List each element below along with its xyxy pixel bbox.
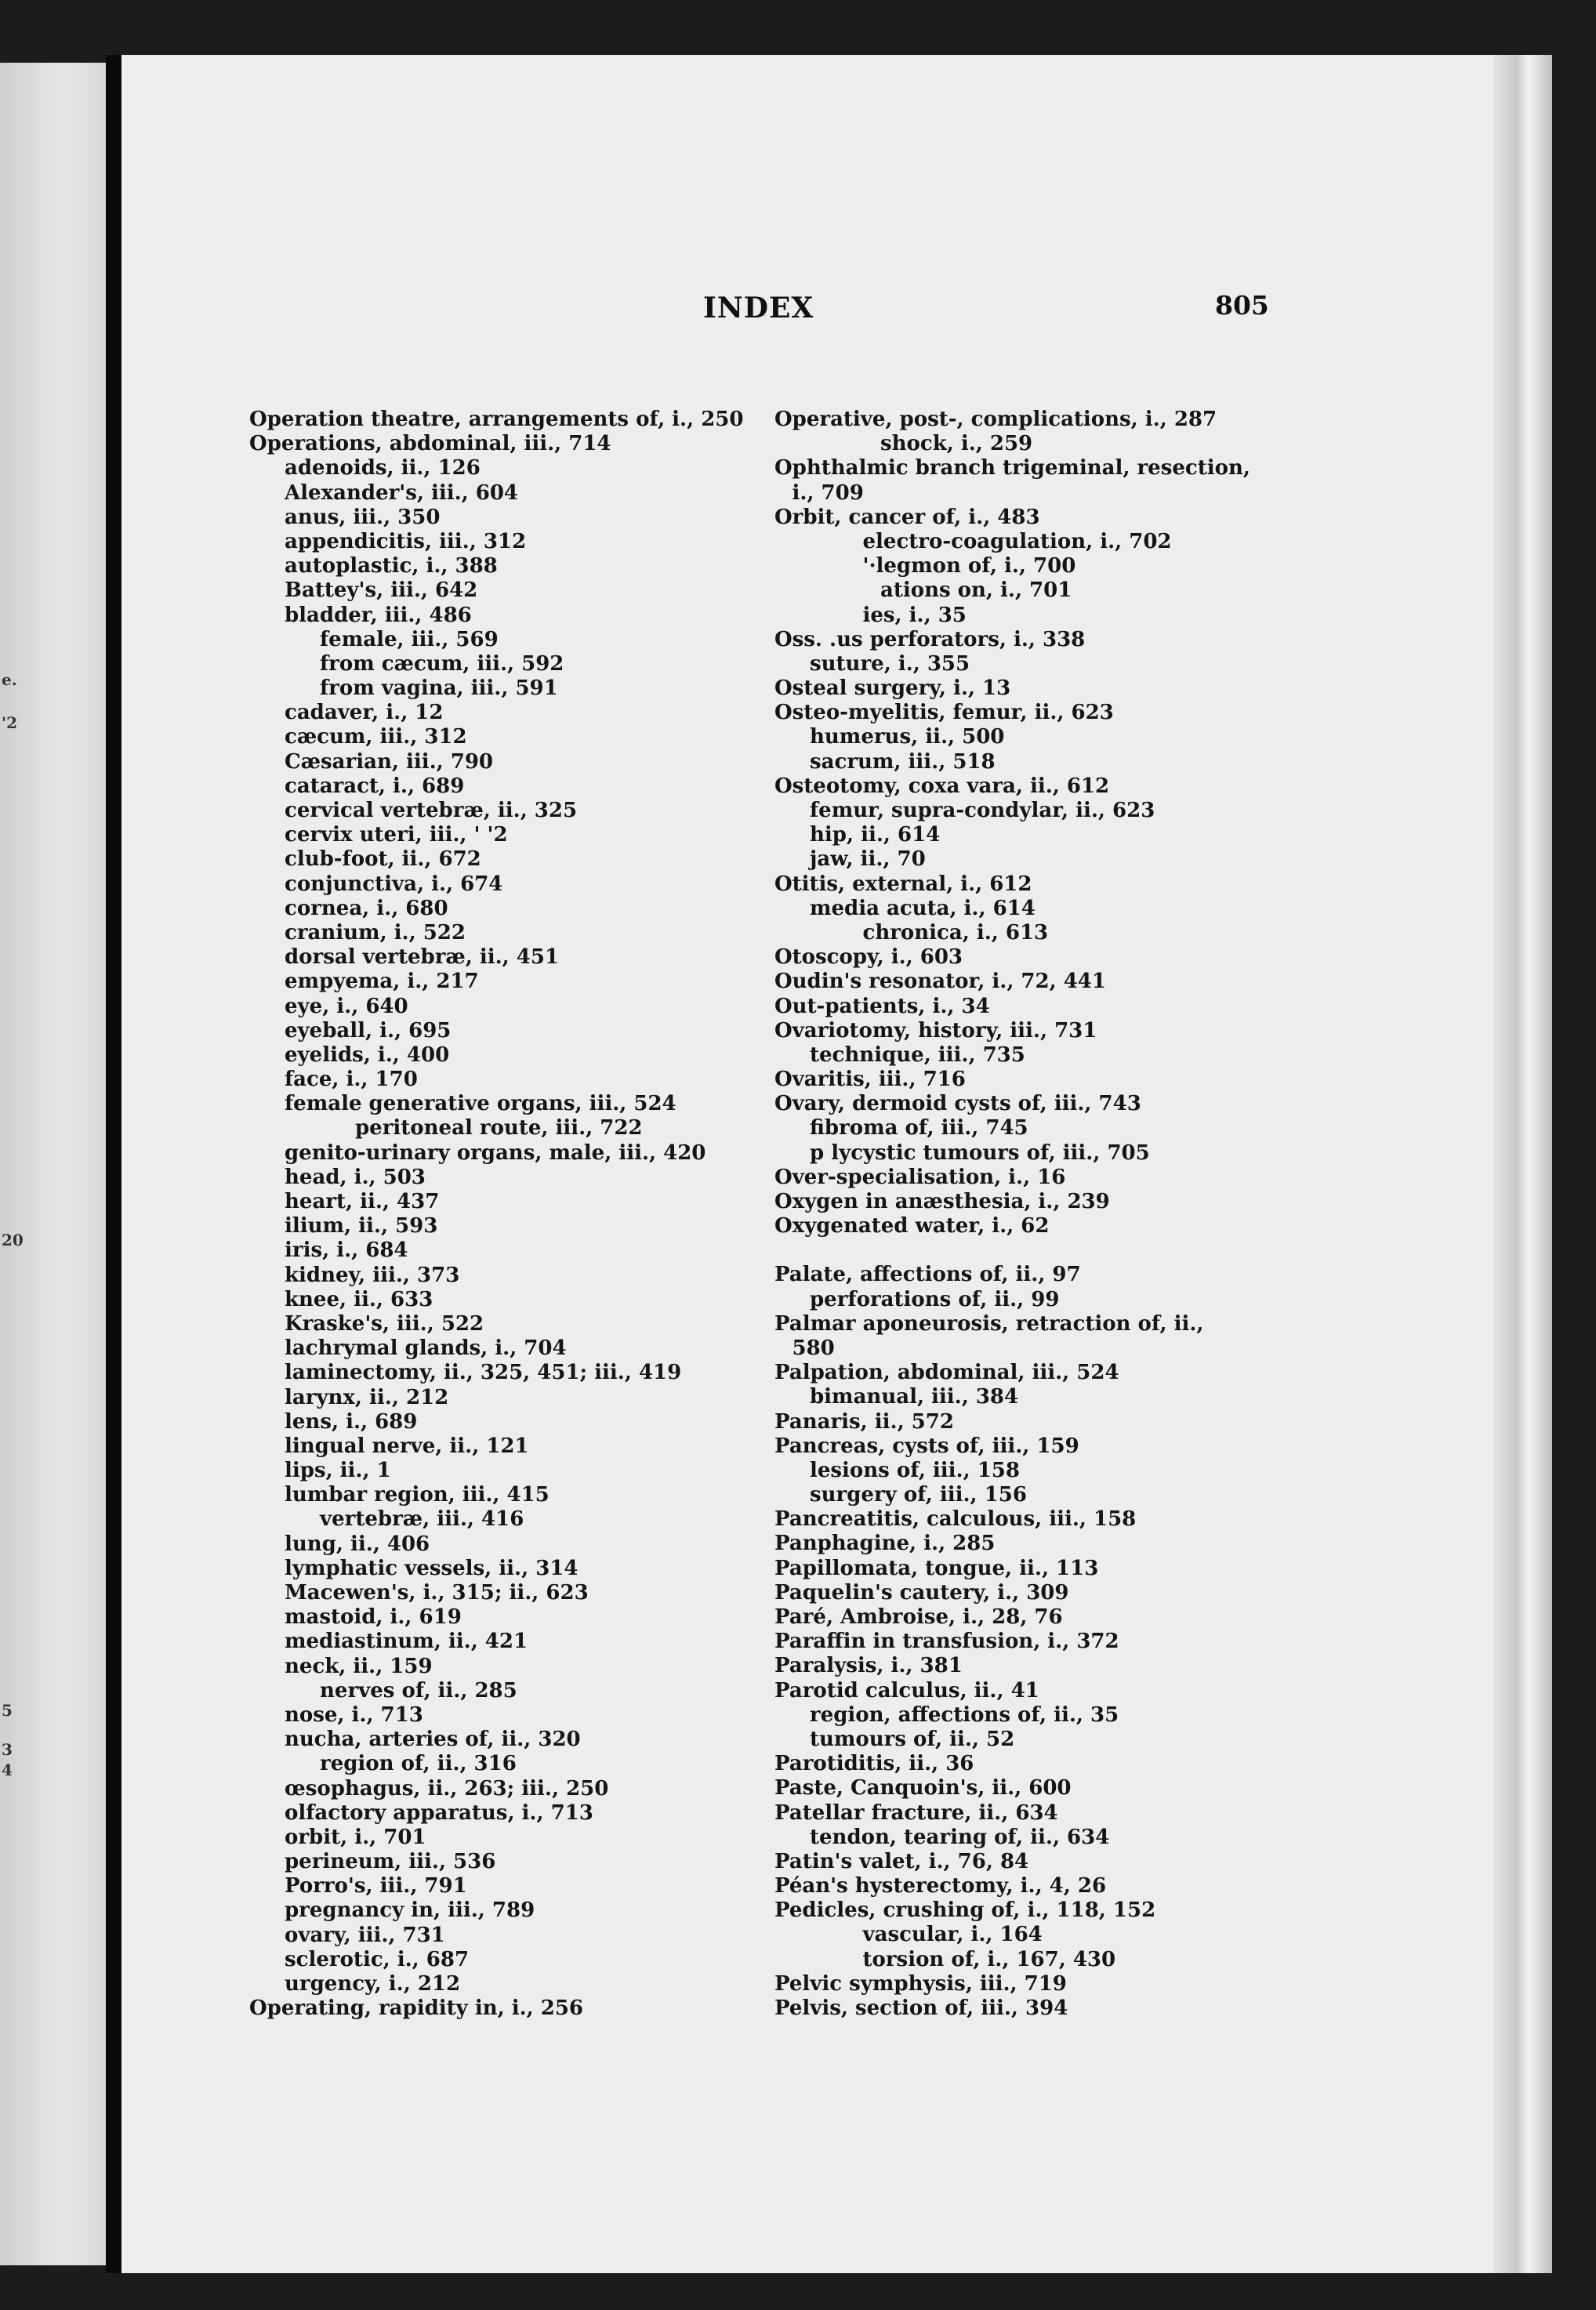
index-entry: Operation theatre, arrangements of, i., 250 — [249, 408, 744, 431]
index-entry: Patin's valet, i., 76, 84 — [774, 1849, 1029, 1873]
index-entry: Pelvic symphysis, iii., 719 — [774, 1971, 1067, 1996]
index-entry: Palate, affections of, ii., 97 — [774, 1263, 1081, 1287]
index-subentry: perforations of, ii., 99 — [810, 1287, 1060, 1311]
index-subentry: lesions of, iii., 158 — [810, 1458, 1020, 1482]
index-subentry: tendon, tearing of, ii., 634 — [810, 1825, 1110, 1849]
index-subentry: Kraske's, iii., 522 — [285, 1311, 484, 1336]
index-subentry: fibroma of, iii., 745 — [810, 1116, 1028, 1140]
book-gutter — [106, 55, 122, 2273]
index-subentry: head, i., 503 — [285, 1165, 426, 1189]
index-entry: Oss. .us perforators, i., 338 — [774, 627, 1086, 651]
index-subentry: heart, ii., 437 — [285, 1190, 440, 1213]
index-subentry: shock, i., 259 — [880, 432, 1033, 456]
page-title: INDEX — [703, 292, 814, 325]
index-subentry: cæcum, iii., 312 — [285, 725, 467, 749]
index-subentry: autoplastic, i., 388 — [285, 554, 498, 578]
index-page — [122, 55, 1533, 2273]
index-entry: Otoscopy, i., 603 — [774, 945, 963, 970]
index-subentry: ilium, ii., 593 — [285, 1214, 438, 1238]
index-subentry: urgency, i., 212 — [285, 1972, 461, 1996]
index-subentry: face, i., 170 — [285, 1068, 418, 1092]
index-subentry: lymphatic vessels, ii., 314 — [285, 1556, 579, 1580]
index-entry: Osteotomy, coxa vara, ii., 612 — [774, 774, 1110, 798]
index-entry: Osteo-myelitis, femur, ii., 623 — [774, 701, 1114, 725]
index-subentry: eye, i., 640 — [285, 994, 408, 1018]
index-subentry: genito-urinary organs, male, iii., 420 — [285, 1140, 706, 1165]
index-subentry: humerus, ii., 500 — [810, 725, 1005, 749]
index-subentry: mastoid, i., 619 — [285, 1605, 462, 1630]
index-subentry: Cæsarian, iii., 790 — [285, 749, 494, 774]
index-entry: Pancreatitis, calculous, iii., 158 — [774, 1507, 1137, 1532]
index-entry: Parotiditis, ii., 36 — [774, 1752, 974, 1776]
index-entry: Palpation, abdominal, iii., 524 — [774, 1361, 1119, 1385]
index-entry: Otitis, external, i., 612 — [774, 872, 1032, 896]
index-subentry: conjunctiva, i., 674 — [285, 872, 503, 896]
index-entry: Pelvis, section of, iii., 394 — [774, 1996, 1068, 2020]
index-subentry: peritoneal route, iii., 722 — [355, 1116, 643, 1140]
index-entry: Ovaritis, iii., 716 — [774, 1068, 966, 1092]
index-subentry: technique, iii., 735 — [810, 1043, 1025, 1067]
index-subentry: bladder, iii., 486 — [285, 603, 472, 627]
index-subentry: Macewen's, i., 315; ii., 623 — [285, 1581, 589, 1605]
index-subentry: femur, supra-condylar, ii., 623 — [810, 799, 1155, 822]
index-subentry: knee, ii., 633 — [285, 1287, 433, 1311]
index-subentry: empyema, i., 217 — [285, 970, 479, 994]
page-edge — [1493, 55, 1552, 2273]
index-subentry: lips, ii., 1 — [285, 1459, 391, 1483]
index-subentry: vertebræ, iii., 416 — [320, 1507, 524, 1532]
index-subentry: 580 — [792, 1336, 835, 1360]
index-entry: Pancreas, cysts of, iii., 159 — [774, 1434, 1079, 1458]
index-subentry: pregnancy in, iii., 789 — [285, 1898, 535, 1923]
index-entry: Paste, Canquoin's, ii., 600 — [774, 1776, 1072, 1800]
index-subentry: cornea, i., 680 — [285, 896, 448, 920]
index-subentry: dorsal vertebræ, ii., 451 — [285, 945, 560, 970]
index-subentry: orbit, i., 701 — [285, 1825, 426, 1849]
index-subentry: club-foot, ii., 672 — [285, 847, 481, 872]
index-subentry: sacrum, iii., 518 — [810, 749, 996, 774]
index-entry: Oxygenated water, i., 62 — [774, 1214, 1050, 1238]
index-subentry: ations on, i., 701 — [880, 578, 1072, 603]
index-subentry: cervical vertebræ, ii., 325 — [285, 799, 578, 822]
index-column-right — [774, 408, 1370, 2021]
index-subentry: hip, ii., 614 — [810, 823, 941, 847]
index-entry: Ovary, dermoid cysts of, iii., 743 — [774, 1092, 1141, 1116]
index-subentry: sclerotic, i., 687 — [285, 1947, 470, 1971]
index-subentry: œsophagus, ii., 263; iii., 250 — [285, 1776, 609, 1800]
index-subentry: surgery of, iii., 156 — [810, 1483, 1027, 1507]
index-subentry: larynx, ii., 212 — [285, 1385, 449, 1409]
previous-page-fragment: '2 — [2, 713, 18, 732]
index-entry: Out-patients, i., 34 — [774, 994, 990, 1018]
index-subentry: anus, iii., 350 — [285, 505, 441, 529]
index-subentry: from vagina, iii., 591 — [320, 676, 558, 701]
index-subentry: Battey's, iii., 642 — [285, 578, 478, 603]
index-subentry: appendicitis, iii., 312 — [285, 529, 527, 553]
index-subentry: cranium, i., 522 — [285, 920, 466, 945]
previous-page-fragment: 4 — [2, 1761, 13, 1779]
index-subentry: nucha, arteries of, ii., 320 — [285, 1728, 581, 1752]
previous-page-fragment: 5 — [2, 1701, 13, 1720]
index-subentry: ies, i., 35 — [862, 603, 967, 627]
index-entry: Osteal surgery, i., 13 — [774, 676, 1011, 701]
page-number: 805 — [1215, 290, 1269, 321]
index-entry: Paquelin's cautery, i., 309 — [774, 1580, 1069, 1605]
index-subentry: lumbar region, iii., 415 — [285, 1483, 550, 1507]
index-subentry: suture, i., 355 — [810, 651, 970, 676]
index-subentry: lens, i., 689 — [285, 1409, 418, 1434]
index-subentry: p lycystic tumours of, iii., 705 — [810, 1140, 1150, 1165]
index-subentry: media acuta, i., 614 — [810, 896, 1036, 920]
index-subentry: i., 709 — [792, 480, 864, 505]
index-subentry: iris, i., 684 — [285, 1238, 408, 1263]
index-subentry: region of, ii., 316 — [320, 1752, 517, 1776]
previous-page-fragment: 20 — [2, 1231, 24, 1249]
index-subentry: torsion of, i., 167, 430 — [862, 1947, 1116, 1971]
index-subentry: nose, i., 713 — [285, 1703, 423, 1727]
index-entry: Parotid calculus, ii., 41 — [774, 1678, 1039, 1703]
index-entry: Panphagine, i., 285 — [774, 1532, 996, 1556]
index-subentry: neck, ii., 159 — [285, 1654, 433, 1678]
index-subentry: nerves of, ii., 285 — [320, 1678, 517, 1703]
index-subentry: Alexander's, iii., 604 — [285, 480, 519, 505]
index-subentry: chronica, i., 613 — [862, 920, 1049, 945]
index-entry: Operative, post-, complications, i., 287 — [774, 408, 1217, 431]
index-entry: Over-specialisation, i., 16 — [774, 1165, 1066, 1189]
index-subentry: laminectomy, ii., 325, 451; iii., 419 — [285, 1361, 682, 1385]
index-subentry: female generative organs, iii., 524 — [285, 1092, 676, 1116]
index-subentry: cataract, i., 689 — [285, 774, 465, 798]
index-entry: Paralysis, i., 381 — [774, 1654, 963, 1678]
index-entry: Pedicles, crushing of, i., 118, 152 — [774, 1898, 1156, 1923]
index-subentry: ovary, iii., 731 — [285, 1923, 445, 1947]
index-subentry: mediastinum, ii., 421 — [285, 1630, 528, 1654]
index-entry: Operations, abdominal, iii., 714 — [249, 432, 611, 456]
index-subentry: from cæcum, iii., 592 — [320, 651, 564, 676]
index-entry: Paré, Ambroise, i., 28, 76 — [774, 1605, 1063, 1629]
index-entry: Papillomata, tongue, ii., 113 — [774, 1556, 1099, 1580]
index-entry: Oxygen in anæsthesia, i., 239 — [774, 1190, 1110, 1213]
previous-page-fragment: e. — [2, 670, 17, 689]
index-entry: Péan's hysterectomy, i., 4, 26 — [774, 1874, 1107, 1898]
index-subentry: Porro's, iii., 791 — [285, 1874, 467, 1898]
index-subentry: cadaver, i., 12 — [285, 701, 444, 725]
index-entry: Ophthalmic branch trigeminal, resection, — [774, 456, 1250, 480]
previous-page-fragment: 3 — [2, 1740, 13, 1759]
index-subentry: tumours of, ii., 52 — [810, 1727, 1015, 1751]
index-section-gap — [774, 1238, 1370, 1263]
index-subentry: lachrymal glands, i., 704 — [285, 1336, 567, 1361]
index-subentry: eyeball, i., 695 — [285, 1018, 452, 1043]
index-entry: Patellar fracture, ii., 634 — [774, 1800, 1058, 1825]
index-subentry: cervix uteri, iii., ' '2 — [285, 823, 508, 847]
index-subentry: electro-coagulation, i., 702 — [862, 529, 1172, 553]
index-subentry: region, affections of, ii., 35 — [810, 1703, 1119, 1727]
index-entry: Orbit, cancer of, i., 483 — [774, 505, 1040, 529]
index-subentry: bimanual, iii., 384 — [810, 1385, 1019, 1409]
index-entry: Ovariotomy, history, iii., 731 — [774, 1018, 1097, 1043]
index-subentry: lung, ii., 406 — [285, 1532, 430, 1556]
index-subentry: jaw, ii., 70 — [810, 847, 926, 872]
index-subentry: '·legmon of, i., 700 — [862, 554, 1076, 578]
index-subentry: adenoids, ii., 126 — [285, 456, 481, 480]
index-entry: Panaris, ii., 572 — [774, 1409, 954, 1434]
previous-page-margin — [0, 63, 106, 2265]
index-subentry: eyelids, i., 400 — [285, 1043, 450, 1067]
index-entry: Palmar aponeurosis, retraction of, ii., — [774, 1311, 1204, 1336]
index-entry: Paraffin in transfusion, i., 372 — [774, 1630, 1119, 1654]
index-subentry: lingual nerve, ii., 121 — [285, 1434, 529, 1458]
index-subentry: vascular, i., 164 — [862, 1923, 1043, 1947]
index-subentry: olfactory apparatus, i., 713 — [285, 1800, 593, 1825]
index-entry: Oudin's resonator, i., 72, 441 — [774, 970, 1106, 994]
index-subentry: kidney, iii., 373 — [285, 1263, 460, 1287]
index-subentry: perineum, iii., 536 — [285, 1850, 496, 1874]
index-subentry: female, iii., 569 — [320, 627, 499, 651]
index-entry: Operating, rapidity in, i., 256 — [249, 1996, 584, 2021]
